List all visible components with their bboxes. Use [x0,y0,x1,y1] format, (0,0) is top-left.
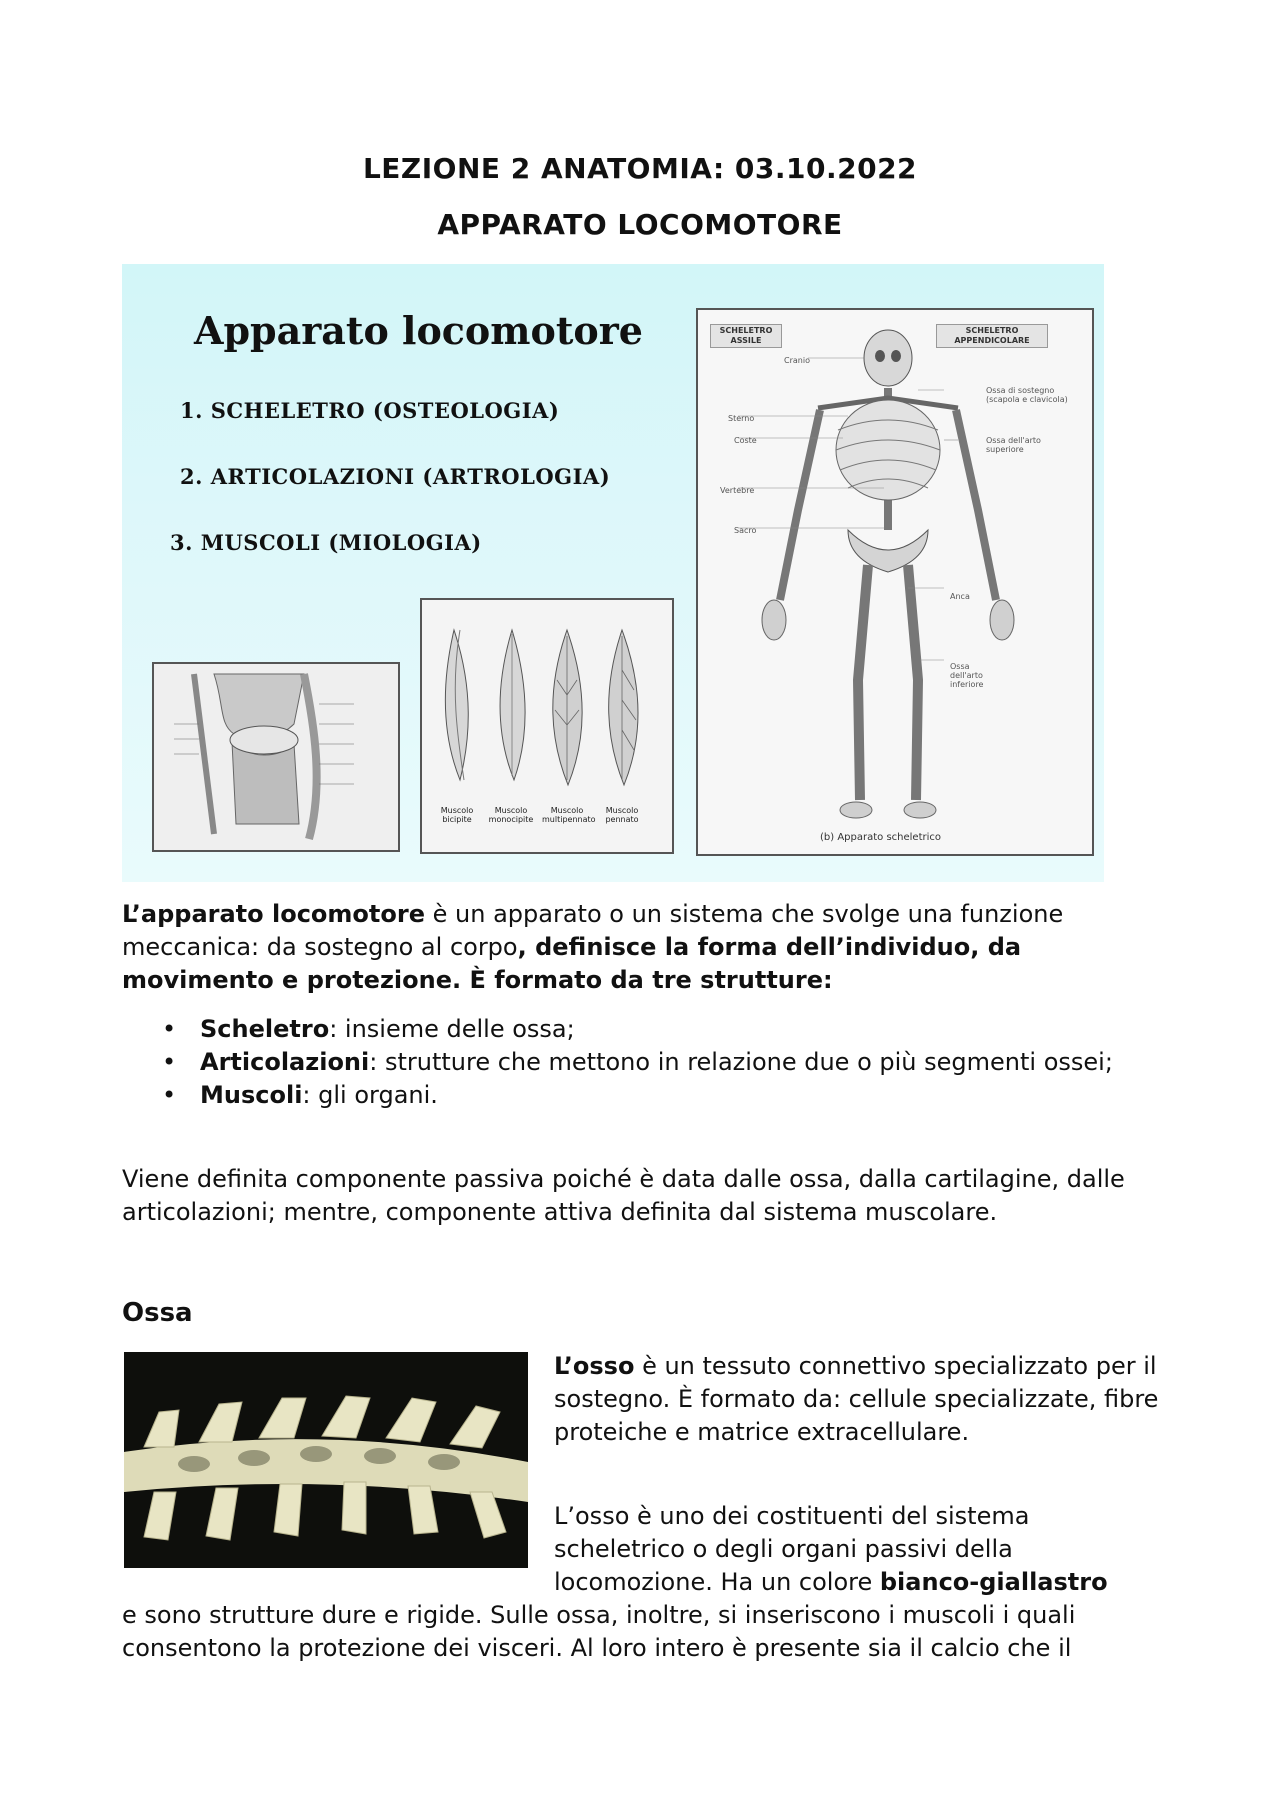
structure-term: Scheletro [200,1015,330,1043]
section-title: APPARATO LOCOMOTORE [437,208,843,241]
structure-term: Articolazioni [200,1048,370,1076]
bone-definition-text: è un tessuto connettivo specializzato per il sostegno. È formato da: cellule specializzate, fibre proteiche e matrice extracellulare. [554,1352,1159,1446]
structure-desc: : gli organi. [302,1081,438,1109]
muscle-types-illustration [420,598,674,854]
bullet-icon: • [162,1081,177,1109]
intro-bold-lead: L’apparato locomotore [122,900,425,928]
figure-title: Apparato locomotore [194,308,643,353]
passive-active-paragraph: Viene definita componente passiva poiché è data dalle ossa, dalla cartilagine, dalle articolazioni; mentre, componente attiva definita dal sistema muscolare. [122,1165,1125,1226]
bone-definition-paragraph [554,1350,1164,1449]
label-sterno: Sterno [728,414,755,423]
bullet-icon: • [162,1015,177,1043]
skeleton-illustration [696,308,1094,856]
knee-joint-illustration [152,662,400,852]
intro-bold-tail: , definisce la forma dell’individuo, da movimento e protezione. È formato da tre strutture: [122,933,1022,994]
bone-color-bold: bianco-giallastro [879,1568,1108,1596]
label-ossa-sostegno: Ossa di sostegno (scapola e clavicola) [986,386,1068,404]
list-item [122,1046,1162,1079]
intro-text: è un apparato o un sistema che svolge una funzione meccanica: da sostegno al corpo [122,900,1064,961]
bone-description-paragraph [554,1500,1164,1599]
tag-appendicular-skeleton: SCHELETRO APPENDICOLARE [936,324,1048,348]
intro-paragraph [122,898,1162,997]
label-anca: Anca [950,592,970,601]
muscle-label-pennato: Muscolo pennato [605,806,639,824]
figure-item-muscles: 3. MUSCOLI (MIOLOGIA) [170,530,482,555]
muscle-label-multipennato: Muscolo multipennato [542,806,596,824]
list-item [122,1079,1162,1112]
structure-desc: : strutture che mettono in relazione due o più segmenti ossei; [369,1048,1113,1076]
list-item [122,1013,1162,1046]
label-ossa-arto-superiore: Ossa dell'arto superiore [986,436,1041,454]
label-ossa-arto-inferiore: Ossa dell'arto inferiore [950,662,984,689]
structures-list [122,1013,1162,1112]
label-cranio: Cranio [784,356,810,365]
vertebrae-photo [124,1352,528,1568]
bullet-icon: • [162,1048,177,1076]
figure-item-skeleton: 1. SCHELETRO (OSTEOLOGIA) [180,398,560,423]
bone-continuation-paragraph: e sono strutture dure e rigide. Sulle ossa, inoltre, si inseriscono i muscoli i quali consentono la protezione dei visceri. Al loro intero è presente sia il calcio che il [122,1601,1076,1662]
skeleton-caption: (b) Apparato scheletrico [820,832,942,843]
locomotor-figure [122,264,1104,882]
tag-axial-skeleton: SCHELETRO ASSILE [710,324,782,348]
ossa-heading: Ossa [122,1298,193,1328]
lesson-title: LEZIONE 2 ANATOMIA: 03.10.2022 [362,152,918,185]
structure-desc: : insieme delle ossa; [329,1015,575,1043]
structure-term: Muscoli [200,1081,303,1109]
label-sacro: Sacro [734,526,757,535]
label-coste: Coste [734,436,757,445]
label-vertebre: Vertebre [720,486,755,495]
bone-bold-term: L’osso [554,1352,635,1380]
bone-description-text: L’osso è uno dei costituenti del sistema scheletrico o degli organi passivi della locomozione. Ha un colore [554,1502,1030,1596]
muscle-label-bicipite: Muscolo bicipite [440,806,474,824]
muscle-label-monocipite: Muscolo monocipite [488,806,534,824]
figure-item-joints: 2. ARTICOLAZIONI (ARTROLOGIA) [180,464,611,489]
